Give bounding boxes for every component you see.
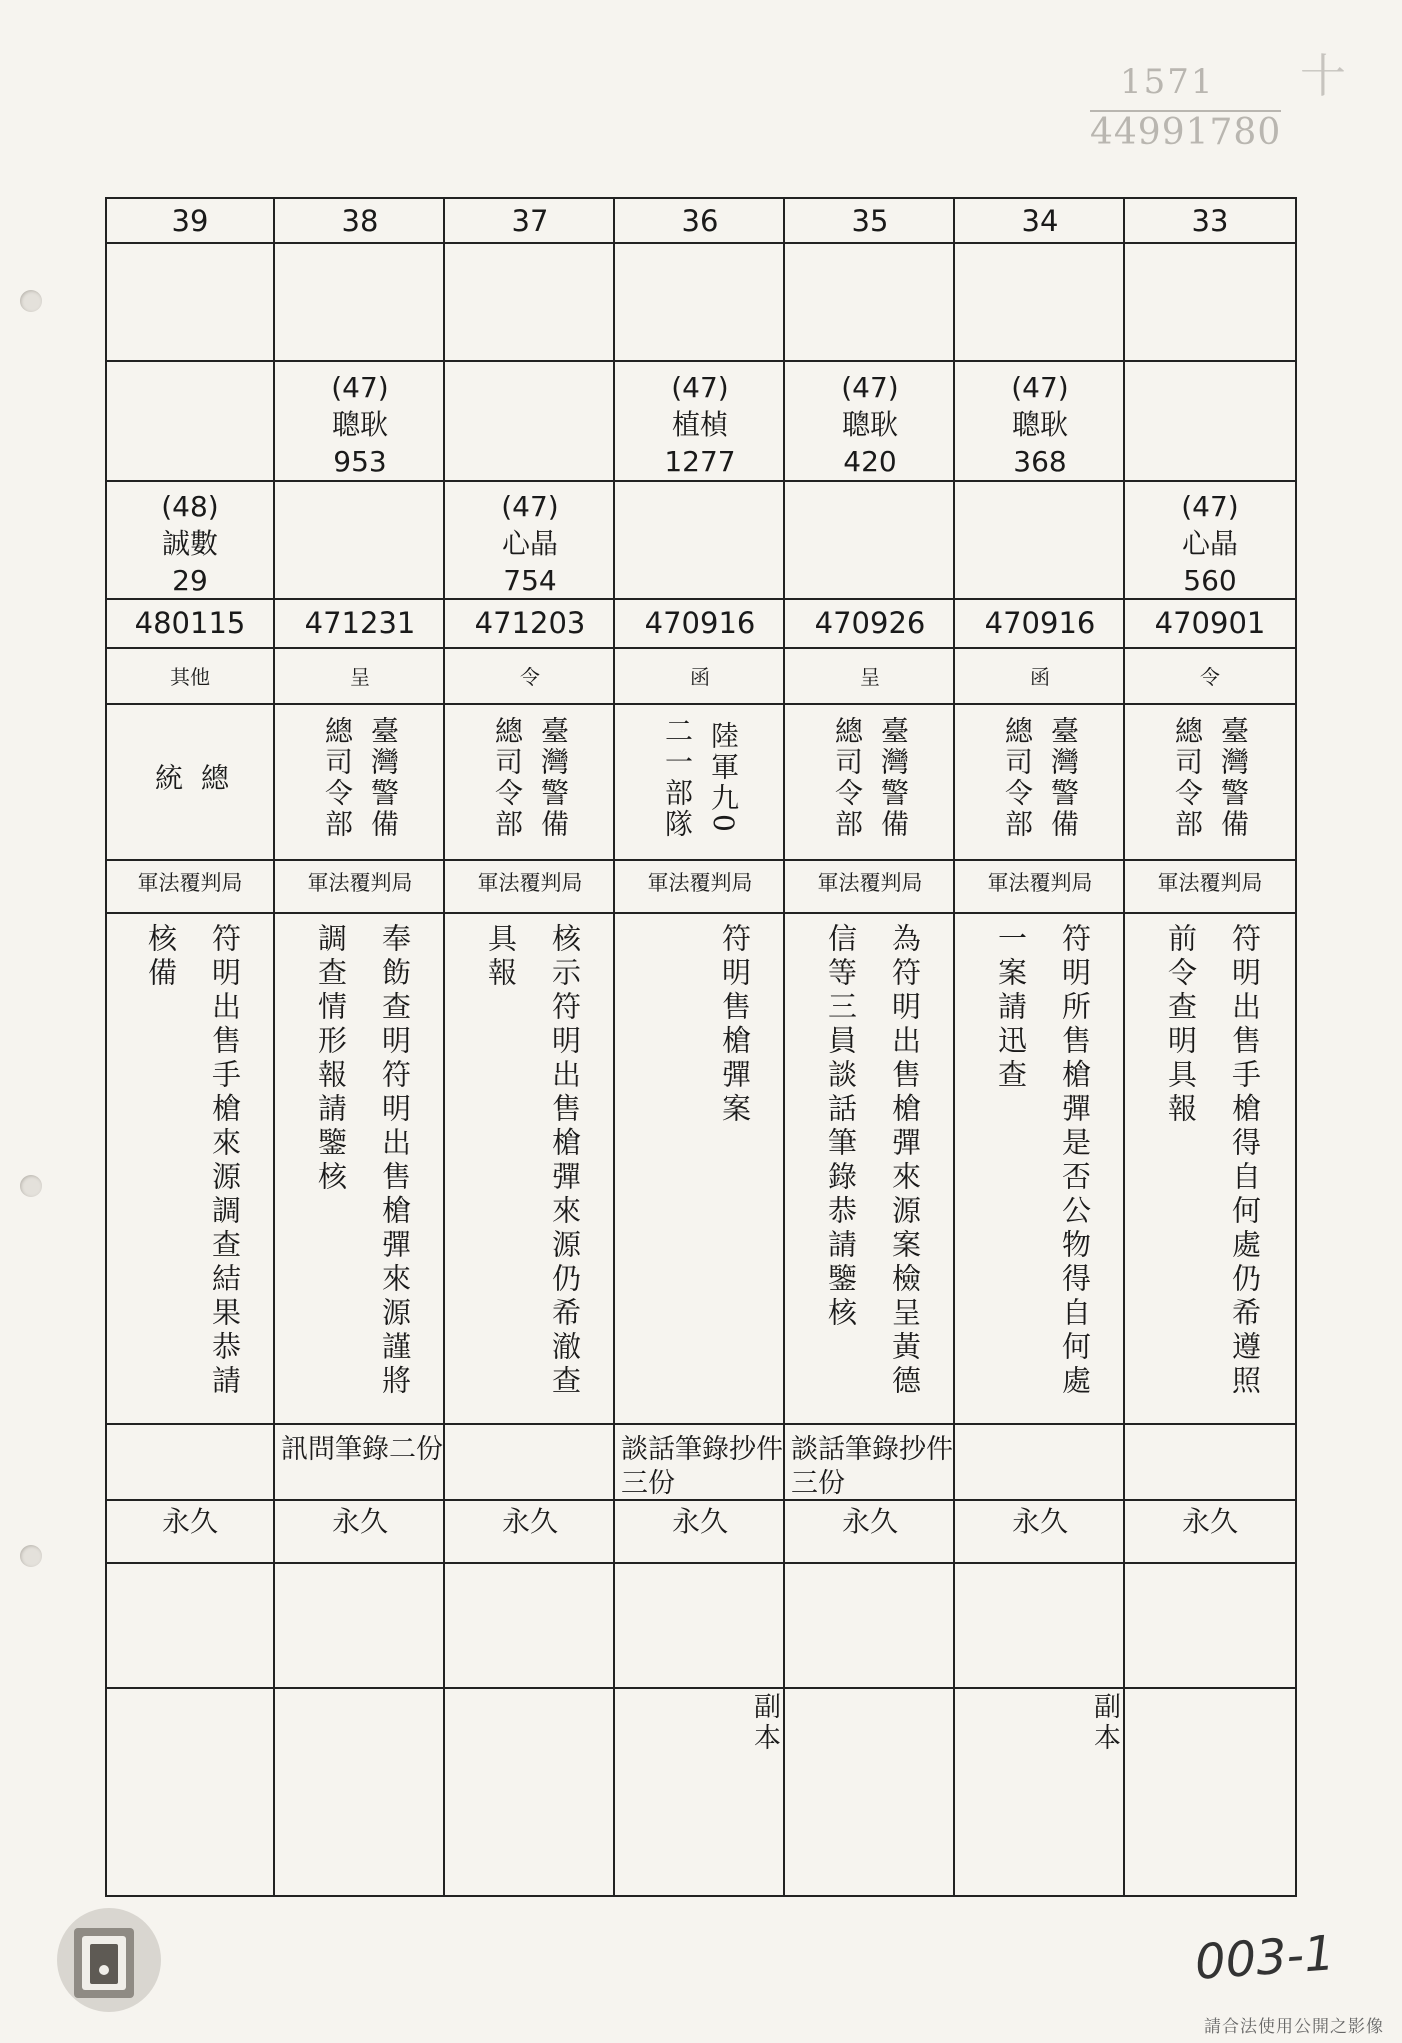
document-date: 471231 [304,606,416,640]
subject-cell [275,923,445,1413]
subject-cell [105,923,275,1413]
entry-number: 39 [171,204,209,238]
footer-usage-note: 請合法使用公開之影像 [1204,2017,1384,2037]
reference-line: 聰耿 [331,408,388,441]
reference-line: (47) [671,371,729,404]
retention-period: 永久 [161,1505,218,1538]
remark-cell [785,1692,955,1792]
agency-line: 臺灣警備 [1047,716,1080,840]
reference-line: 953 [333,445,387,478]
subject-text: 符明售槍彈案 [718,923,752,1127]
incoming-number [445,488,615,599]
document-type: 呈 [350,665,370,689]
incoming-line: 754 [503,564,557,597]
document-type: 其他 [170,665,210,689]
entry-number: 34 [1021,204,1059,238]
incoming-number [1125,488,1295,599]
document-date: 480115 [134,606,246,640]
register-column [445,197,615,1897]
entry-number: 33 [1191,204,1229,238]
retention-period: 永久 [1011,1505,1068,1538]
reference-number [955,369,1125,480]
agency-line: 臺灣警備 [877,716,910,840]
reference-line: (47) [1011,371,1069,404]
document-register-table [105,197,1297,1897]
incoming-number [105,488,275,599]
document-date: 470916 [984,606,1096,640]
agency-name [105,713,275,843]
document-type: 函 [1030,665,1050,689]
register-column [615,197,785,1897]
attachments: 談話筆錄抄件三份 [621,1434,783,1499]
reference-line: 聰耿 [1011,408,1068,441]
attachments: 談話筆錄抄件三份 [791,1434,953,1499]
remark-cell [615,1692,785,1792]
retention-period: 永久 [841,1505,898,1538]
register-column [275,197,445,1897]
retention-period: 永久 [501,1505,558,1538]
register-column [955,197,1125,1897]
subject-text: 為符明出售槍彈來源案檢呈黃德信等三員談話筆錄恭請鑒核 [824,923,922,1399]
reference-line: (47) [331,371,389,404]
reference-line: 1277 [664,445,736,478]
entry-number: 38 [341,204,379,238]
punch-hole [20,1545,42,1567]
register-column [785,197,955,1897]
agency-line: 總 [197,762,230,794]
reference-number [275,369,445,480]
register-column [1125,197,1295,1897]
agency-name [955,713,1125,843]
archive-logo-icon [44,1898,174,2018]
handling-office: 軍法覆判局 [647,871,753,895]
incoming-line: 誠數 [161,527,218,560]
document-type: 呈 [860,665,880,689]
reference-number [615,369,785,480]
agency-name [445,713,615,843]
subject-cell [1125,923,1295,1413]
subject-text: 核示符明出售槍彈來源仍希澈查具報 [484,923,582,1399]
incoming-line: (47) [501,490,559,523]
entry-number: 37 [511,204,549,238]
header-ref-line2: 44991780 [1090,112,1282,153]
document-type: 令 [1200,665,1220,689]
page-number-handwritten: 003-1 [1193,1925,1337,1991]
agency-name [785,713,955,843]
agency-line: 二一部隊 [661,716,694,840]
subject-text: 奉飭查明符明出售槍彈來源謹將調查情形報請鑒核 [314,923,412,1399]
handling-office: 軍法覆判局 [1157,871,1263,895]
subject-cell [785,923,955,1413]
remark-text: 副本 [1089,1692,1120,1754]
document-date: 470916 [644,606,756,640]
ghost-mark: 十 [1300,49,1346,103]
reference-line: 420 [843,445,897,478]
agency-line: 總司令部 [1171,716,1204,840]
document-date: 470926 [814,606,926,640]
handling-office: 軍法覆判局 [987,871,1093,895]
agency-line: 總司令部 [1001,716,1034,840]
remark-cell [955,1692,1125,1792]
reference-line: 聰耿 [841,408,898,441]
remark-cell [275,1692,445,1792]
punch-hole [20,290,42,312]
header-ref-line1: 1571 [1120,62,1215,102]
agency-line: 總司令部 [321,716,354,840]
retention-period: 永久 [671,1505,728,1538]
document-type: 令 [520,665,540,689]
reference-line: 植楨 [671,408,728,441]
subject-cell [955,923,1125,1413]
remark-cell [1125,1692,1295,1792]
remark-cell [105,1692,275,1792]
handling-office: 軍法覆判局 [307,871,413,895]
handling-office: 軍法覆判局 [477,871,583,895]
handling-office: 軍法覆判局 [137,871,243,895]
entry-number: 35 [851,204,889,238]
retention-period: 永久 [1181,1505,1238,1538]
remark-cell [445,1692,615,1792]
agency-line: 陸軍九0 [707,721,740,835]
incoming-line: (48) [161,490,219,523]
agency-line: 總司令部 [491,716,524,840]
attachments: 訊問筆錄二份 [281,1434,443,1465]
handling-office: 軍法覆判局 [817,871,923,895]
agency-line: 臺灣警備 [1217,716,1250,840]
reference-line: (47) [841,371,899,404]
agency-line: 總司令部 [831,716,864,840]
document-date: 470901 [1154,606,1266,640]
remark-text: 副本 [749,1692,780,1754]
incoming-line: 心晶 [1181,527,1238,560]
register-column [105,197,275,1897]
incoming-line: 29 [172,564,208,597]
document-type: 函 [690,665,710,689]
subject-text: 符明所售槍彈是否公物得自何處一案請迅查 [994,923,1092,1399]
agency-line: 臺灣警備 [537,716,570,840]
punch-hole [20,1175,42,1197]
subject-cell [615,923,785,1413]
retention-period: 永久 [331,1505,388,1538]
incoming-line: (47) [1181,490,1239,523]
entry-number: 36 [681,204,719,238]
agency-name [275,713,445,843]
agency-name [1125,713,1295,843]
reference-number [785,369,955,480]
subject-text: 符明出售手槍得自何處仍希遵照前令查明具報 [1164,923,1262,1399]
reference-line: 368 [1013,445,1067,478]
incoming-line: 心晶 [501,527,558,560]
incoming-line: 560 [1183,564,1237,597]
subject-cell [445,923,615,1413]
subject-text: 符明出售手槍來源調查結果恭請核備 [144,923,242,1399]
agency-line: 統 [151,762,184,794]
agency-name [615,713,785,843]
agency-line: 臺灣警備 [367,716,400,840]
document-date: 471203 [474,606,586,640]
